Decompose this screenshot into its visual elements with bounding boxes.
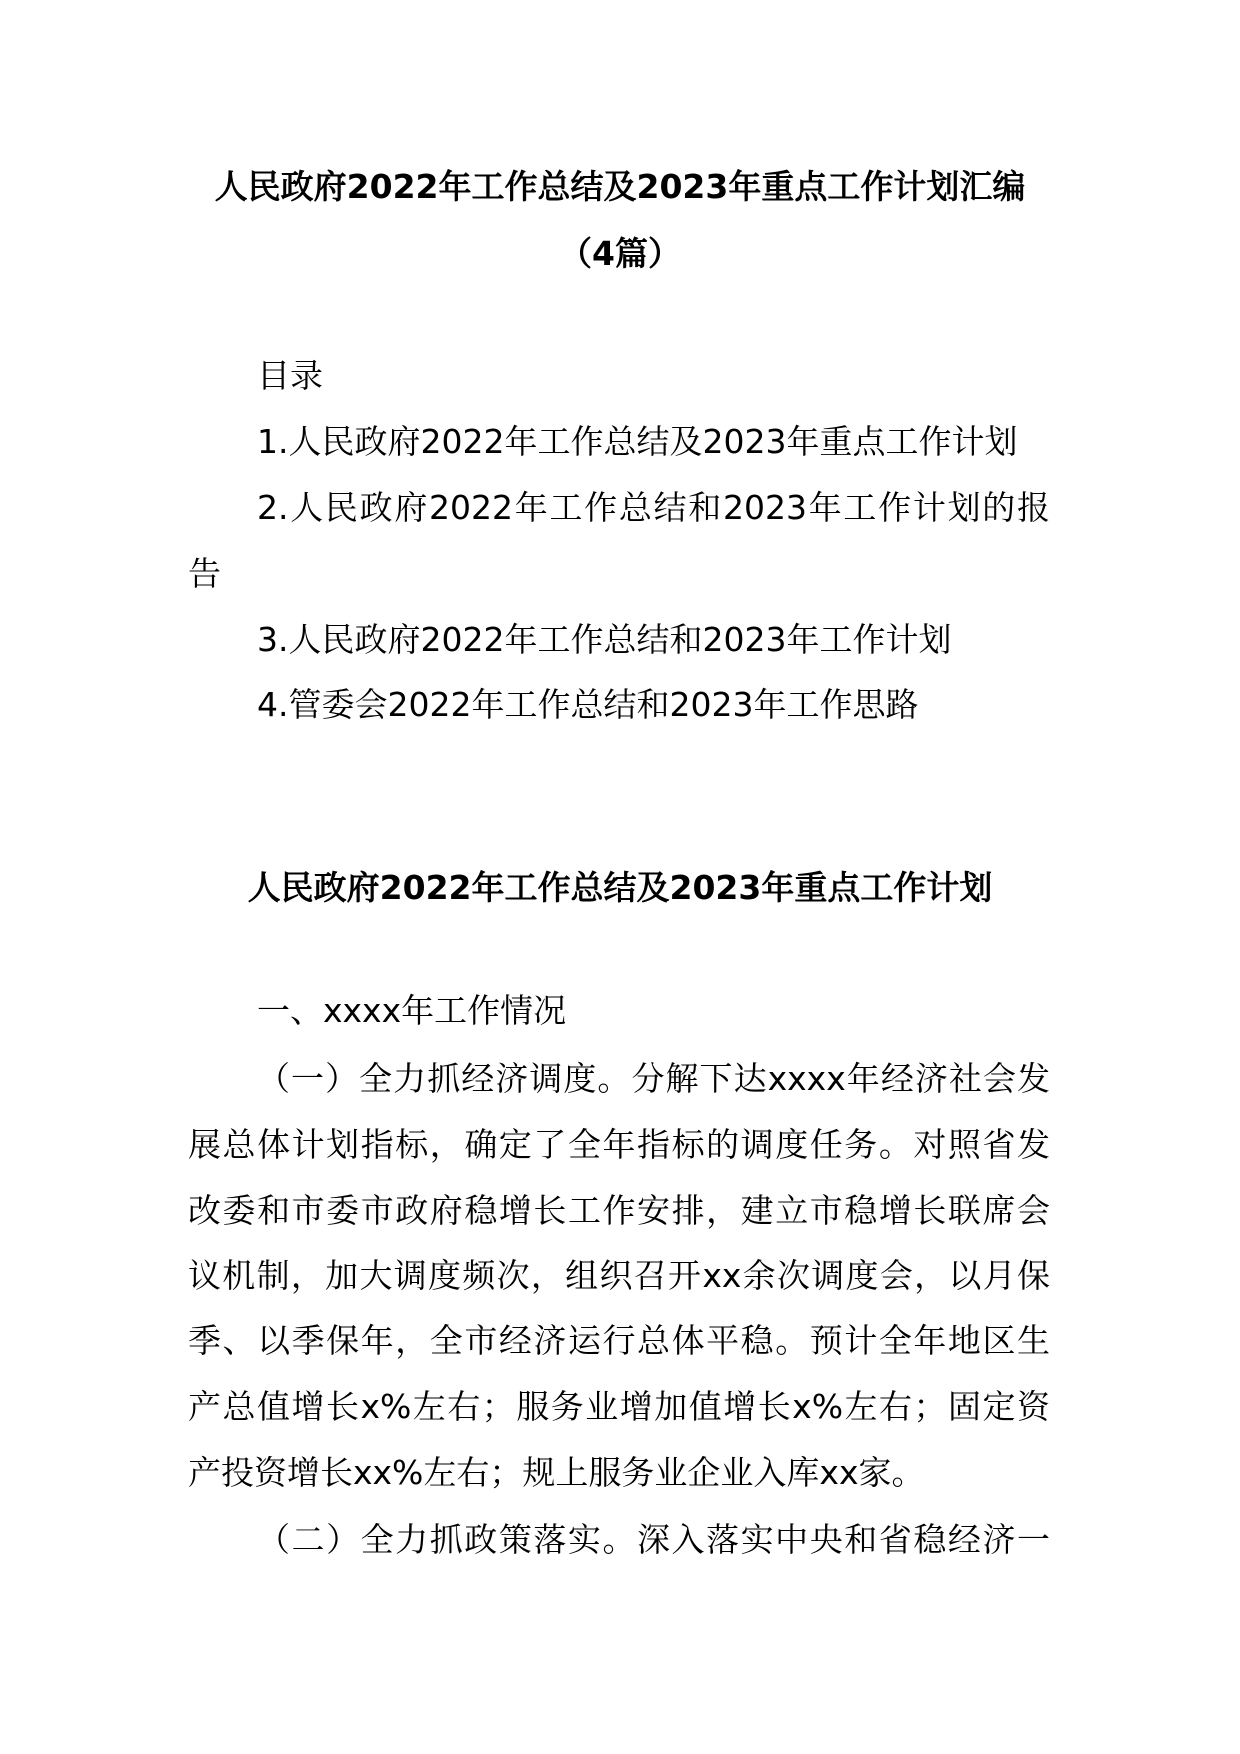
toc-item: 3.人民政府2022年工作总结和2023年工作计划 [257, 620, 952, 659]
body-line: 展总体计划指标，确定了全年指标的调度任务。对照省发 [188, 1125, 1050, 1164]
body-line: 产总值增长x%左右；服务业增加值增长x%左右；固定资 [188, 1387, 1050, 1426]
main-title: 人民政府2022年工作总结及2023年重点工作计划汇编 [214, 167, 1026, 206]
section-title: 人民政府2022年工作总结及2023年重点工作计划 [247, 868, 993, 907]
toc-item: 1.人民政府2022年工作总结及2023年重点工作计划 [257, 422, 1018, 461]
main-title-subtitle: （4篇） [559, 234, 681, 273]
body-line: （二）全力抓政策落实。深入落实中央和省稳经济一 [257, 1520, 1050, 1559]
body-line: 季、以季保年，全市经济运行总体平稳。预计全年地区生 [188, 1321, 1050, 1360]
body-line: 议机制，加大调度频次，组织召开xx余次调度会，以月保 [188, 1256, 1050, 1295]
body-line: （一）全力抓经济调度。分解下达xxxx年经济社会发 [257, 1059, 1050, 1098]
section-heading: 一、xxxx年工作情况 [257, 991, 567, 1030]
toc-item: 2.人民政府2022年工作总结和2023年工作计划的报 [257, 488, 1050, 527]
toc-heading: 目录 [257, 356, 323, 395]
body-line: 改委和市委市政府稳增长工作安排，建立市稳增长联席会 [188, 1191, 1050, 1230]
body-line: 产投资增长xx%左右；规上服务业企业入库xx家。 [188, 1453, 925, 1492]
toc-item: 4.管委会2022年工作总结和2023年工作思路 [257, 685, 919, 724]
toc-item-continued: 告 [188, 554, 221, 593]
